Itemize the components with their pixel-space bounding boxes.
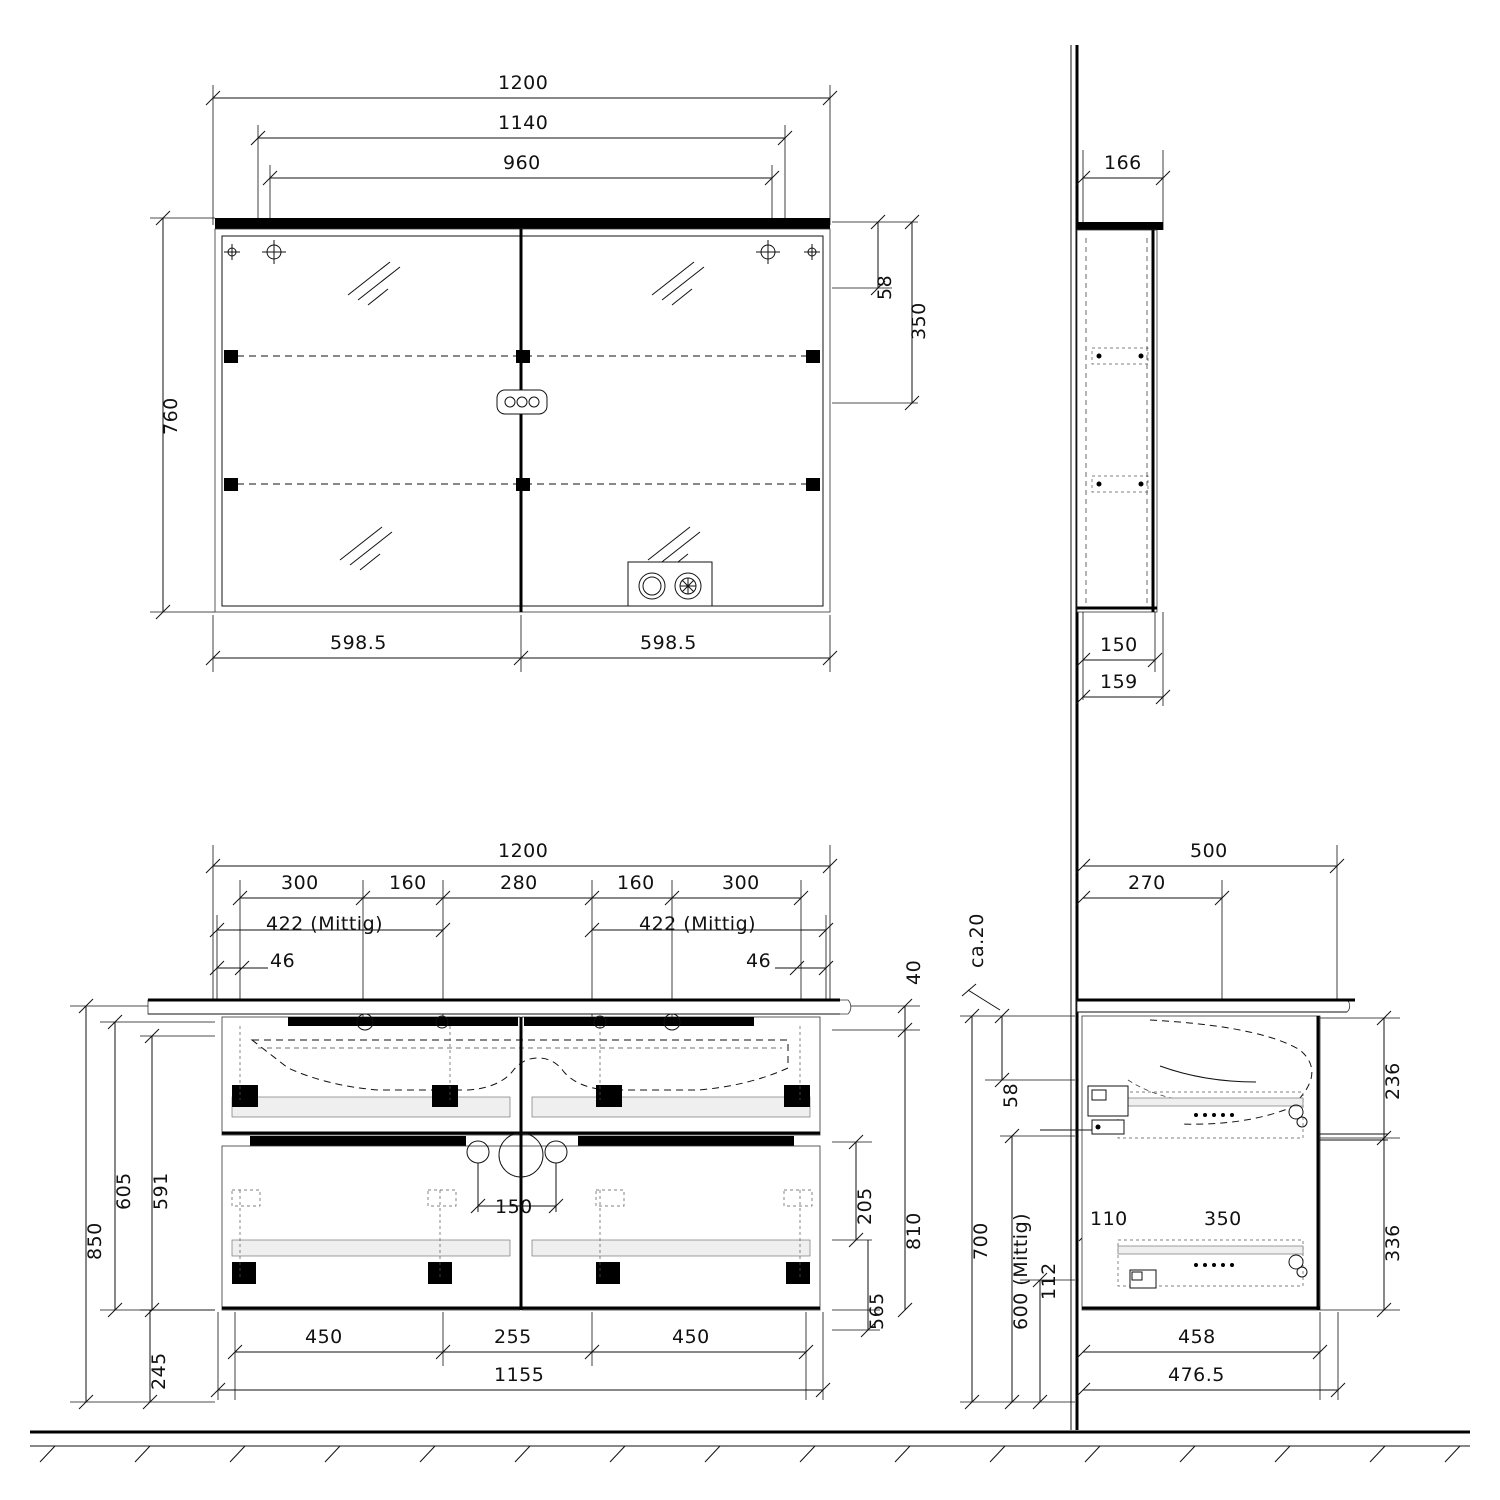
- dim-vanity-450-right: 450: [672, 1326, 710, 1348]
- dim-vanity-side-58: 58: [1000, 1082, 1022, 1108]
- dim-vanity-handle-150: 150: [495, 1196, 533, 1218]
- dim-vanity-depth-500: 500: [1190, 840, 1228, 862]
- dim-vanity-edge-left: 46: [270, 950, 296, 972]
- dim-vanity-side-112: 112: [1038, 1262, 1060, 1300]
- dim-vanity-approx-top: ca.20: [966, 913, 988, 968]
- dim-vanity-160-right: 160: [617, 872, 655, 894]
- dim-vanity-side-350: 350: [1204, 1208, 1242, 1230]
- switch-module: [497, 390, 547, 414]
- dim-mirror-shelf-height: 350: [908, 302, 930, 340]
- dim-vanity-160-left: 160: [389, 872, 427, 894]
- dim-vanity-height-850: 850: [84, 1222, 106, 1260]
- dim-vanity-side-476-5: 476.5: [1168, 1364, 1225, 1386]
- dim-vanity-side-458: 458: [1178, 1326, 1216, 1348]
- dim-mirror-body-depth-2: 159: [1100, 671, 1138, 693]
- dim-vanity-height-205: 205: [854, 1187, 876, 1225]
- dim-vanity-1155: 1155: [494, 1364, 545, 1386]
- dim-vanity-side-236: 236: [1382, 1062, 1404, 1100]
- dim-vanity-top-thickness: 40: [903, 959, 925, 985]
- dim-vanity-450-left: 450: [305, 1326, 343, 1348]
- dim-mirror-inner-width-1: 1140: [498, 112, 549, 134]
- dim-mirror-total-width: 1200: [498, 72, 549, 94]
- dim-vanity-center-left: 422 (Mittig): [266, 913, 384, 935]
- dim-vanity-280: 280: [500, 872, 538, 894]
- dim-vanity-height-810: 810: [903, 1212, 925, 1250]
- dim-vanity-side-600: 600 (Mittig): [1010, 1212, 1032, 1330]
- dim-vanity-300-right: 300: [722, 872, 760, 894]
- dim-vanity-side-336: 336: [1382, 1224, 1404, 1262]
- dim-vanity-300-left: 300: [281, 872, 319, 894]
- dim-vanity-center-right: 422 (Mittig): [639, 913, 757, 935]
- vanity-unit-front-body: [148, 1000, 851, 1310]
- mirror-cabinet-body: [215, 218, 830, 612]
- dim-mirror-door-left: 598.5: [330, 632, 387, 654]
- dim-vanity-height-565: 565: [866, 1292, 888, 1330]
- dim-mirror-inner-width-2: 960: [503, 152, 541, 174]
- dim-vanity-side-110: 110: [1090, 1208, 1128, 1230]
- vanity-unit-side-body: [1040, 1000, 1388, 1310]
- dim-vanity-edge-right: 46: [746, 950, 772, 972]
- dim-vanity-height-605: 605: [113, 1172, 135, 1210]
- dim-vanity-255: 255: [494, 1326, 532, 1348]
- dim-vanity-depth-270: 270: [1128, 872, 1166, 894]
- socket-box: [628, 562, 712, 606]
- dim-mirror-body-depth: 150: [1100, 634, 1138, 656]
- dim-vanity-height-245: 245: [148, 1352, 170, 1390]
- dim-vanity-height-591: 591: [150, 1172, 172, 1210]
- dim-vanity-side-700: 700: [970, 1222, 992, 1260]
- dim-mirror-depth: 166: [1104, 152, 1142, 174]
- floor-line: [30, 1432, 1470, 1462]
- dim-vanity-total-width: 1200: [498, 840, 549, 862]
- dim-mirror-door-right: 598.5: [640, 632, 697, 654]
- dim-mirror-top-offset: 58: [874, 274, 896, 300]
- dim-mirror-height: 760: [160, 397, 182, 435]
